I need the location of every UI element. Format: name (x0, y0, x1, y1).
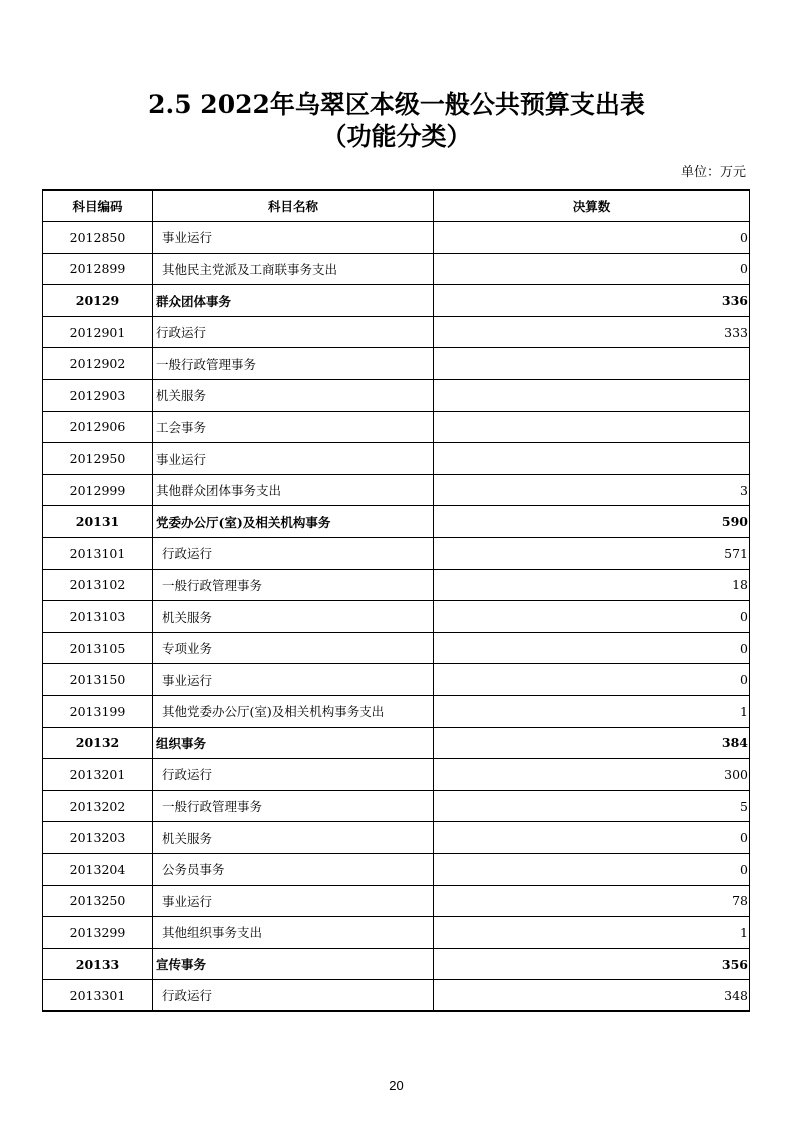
row-code: 2013150 (43, 664, 153, 696)
row-code: 20129 (43, 285, 153, 317)
table-row (43, 759, 750, 791)
row-amount: 18 (434, 569, 750, 601)
row-code: 2013101 (43, 538, 153, 570)
table-row (43, 601, 750, 633)
row-amount: 336 (434, 285, 750, 317)
table-row (43, 411, 750, 443)
row-name: 行政运行 (153, 316, 434, 348)
row-amount (434, 443, 750, 475)
row-code: 20132 (43, 727, 153, 759)
header-name: 科目名称 (153, 190, 434, 222)
row-name: 机关服务 (153, 380, 434, 412)
row-name: 一般行政管理事务 (153, 348, 434, 380)
row-amount: 0 (434, 222, 750, 254)
row-amount: 1 (434, 696, 750, 728)
row-amount: 348 (434, 980, 750, 1012)
row-name: 事业运行 (153, 664, 434, 696)
row-amount: 356 (434, 948, 750, 980)
row-amount: 0 (434, 664, 750, 696)
table-row (43, 348, 750, 380)
row-amount: 3 (434, 474, 750, 506)
row-name: 其他党委办公厅(室)及相关机构事务支出 (153, 696, 434, 728)
row-code: 2013199 (43, 696, 153, 728)
row-name: 机关服务 (153, 822, 434, 854)
row-name: 事业运行 (153, 443, 434, 475)
table-row (43, 948, 750, 980)
row-name: 行政运行 (153, 538, 434, 570)
table-row (43, 885, 750, 917)
row-name: 一般行政管理事务 (153, 790, 434, 822)
row-name: 专项业务 (153, 632, 434, 664)
row-amount: 571 (434, 538, 750, 570)
table-row (43, 538, 750, 570)
row-amount: 0 (434, 601, 750, 633)
table-row (43, 443, 750, 475)
row-name: 其他组织事务支出 (153, 917, 434, 949)
row-amount (434, 411, 750, 443)
table-row (43, 822, 750, 854)
row-name: 公务员事务 (153, 853, 434, 885)
row-code: 2012902 (43, 348, 153, 380)
header-amount: 决算数 (434, 190, 750, 222)
table-body (43, 222, 750, 1012)
row-code: 2013250 (43, 885, 153, 917)
row-amount (434, 348, 750, 380)
row-name: 宣传事务 (153, 948, 434, 980)
budget-table (42, 189, 750, 1012)
row-code: 2013204 (43, 853, 153, 885)
row-amount: 1 (434, 917, 750, 949)
table-row (43, 569, 750, 601)
table-header-row (43, 190, 750, 222)
row-name: 行政运行 (153, 980, 434, 1012)
row-amount: 590 (434, 506, 750, 538)
row-name: 党委办公厅(室)及相关机构事务 (153, 506, 434, 538)
table-row (43, 980, 750, 1012)
header-code: 科目编码 (43, 190, 153, 222)
row-name: 其他民主党派及工商联事务支出 (153, 253, 434, 285)
table-row (43, 380, 750, 412)
row-code: 2013202 (43, 790, 153, 822)
row-code: 2012850 (43, 222, 153, 254)
row-code: 2013105 (43, 632, 153, 664)
row-code: 2013203 (43, 822, 153, 854)
row-code: 2013301 (43, 980, 153, 1012)
table-row (43, 632, 750, 664)
row-amount: 333 (434, 316, 750, 348)
table-row (43, 696, 750, 728)
row-amount: 300 (434, 759, 750, 791)
table-row (43, 664, 750, 696)
row-code: 20133 (43, 948, 153, 980)
row-code: 2012899 (43, 253, 153, 285)
table-row (43, 474, 750, 506)
row-name: 一般行政管理事务 (153, 569, 434, 601)
row-code: 2013299 (43, 917, 153, 949)
row-amount: 0 (434, 632, 750, 664)
row-amount: 0 (434, 822, 750, 854)
page-number: 20 (389, 1078, 404, 1093)
table-row (43, 222, 750, 254)
row-name: 行政运行 (153, 759, 434, 791)
row-code: 2013201 (43, 759, 153, 791)
row-amount: 0 (434, 253, 750, 285)
row-name: 机关服务 (153, 601, 434, 633)
table-row (43, 316, 750, 348)
row-amount (434, 380, 750, 412)
unit-label: 单位：万元 (680, 165, 746, 180)
table-row (43, 506, 750, 538)
row-amount: 0 (434, 853, 750, 885)
row-code: 2012903 (43, 380, 153, 412)
row-amount: 5 (434, 790, 750, 822)
row-name: 事业运行 (153, 885, 434, 917)
table-row (43, 917, 750, 949)
row-code: 2013102 (43, 569, 153, 601)
row-name: 组织事务 (153, 727, 434, 759)
row-amount: 78 (434, 885, 750, 917)
row-name: 其他群众团体事务支出 (153, 474, 434, 506)
row-name: 事业运行 (153, 222, 434, 254)
table-row (43, 253, 750, 285)
row-code: 2012950 (43, 443, 153, 475)
row-name: 工会事务 (153, 411, 434, 443)
table-row (43, 853, 750, 885)
row-code: 2013103 (43, 601, 153, 633)
table-row (43, 790, 750, 822)
row-amount: 384 (434, 727, 750, 759)
row-name: 群众团体事务 (153, 285, 434, 317)
row-code: 2012901 (43, 316, 153, 348)
table-row (43, 285, 750, 317)
table-row (43, 727, 750, 759)
row-code: 2012906 (43, 411, 153, 443)
page-title: 2.5 2022年乌翠区本级一般公共预算支出表 (148, 90, 645, 119)
row-code: 20131 (43, 506, 153, 538)
page-subtitle: （功能分类） (321, 122, 472, 151)
row-code: 2012999 (43, 474, 153, 506)
